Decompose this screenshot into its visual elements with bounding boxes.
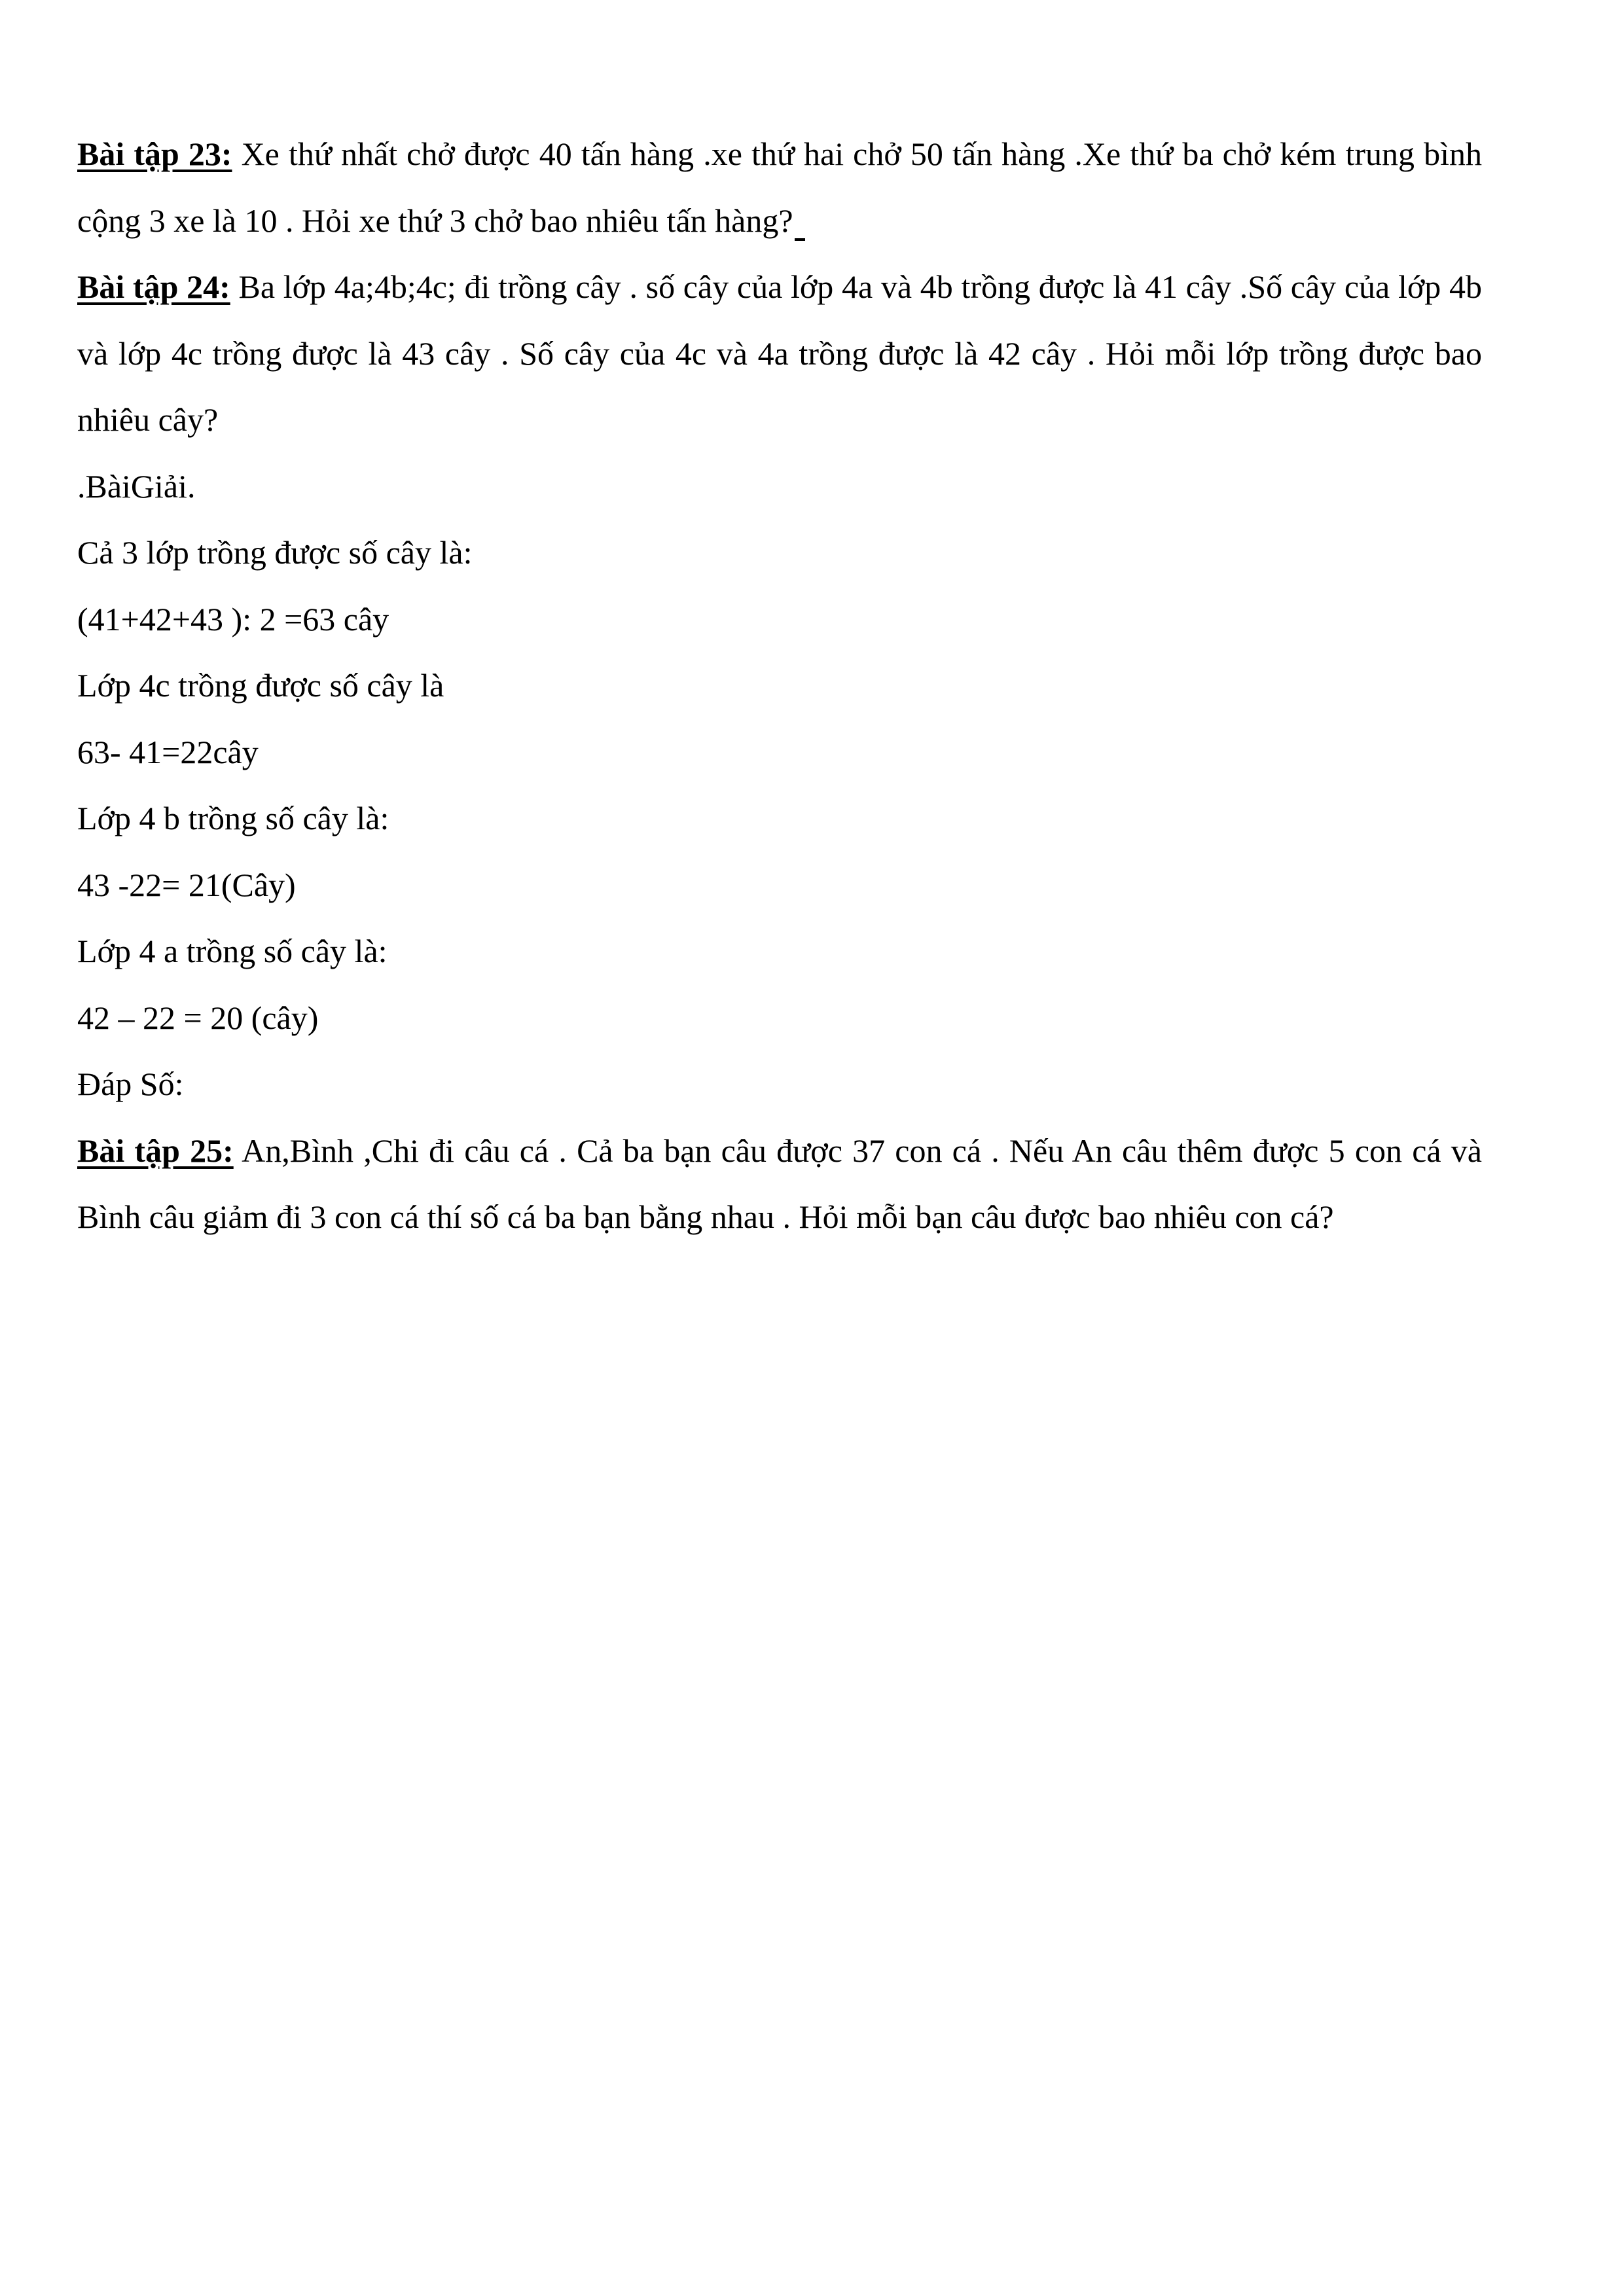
- solution-line-2: (41+42+43 ): 2 =63 cây: [77, 600, 389, 637]
- exercise-24: [77, 254, 1482, 454]
- document-content: [77, 121, 1482, 1251]
- solution-line-8: 42 – 22 = 20 (cây): [77, 999, 319, 1036]
- exercise-24-label: Bài tập 24:: [77, 268, 230, 305]
- exercise-25: [77, 1118, 1482, 1251]
- solution-answer-label: Đáp Số:: [77, 1066, 184, 1102]
- trailing-underscore-mark: [795, 238, 805, 241]
- solution-line-7: Lớp 4 a trồng số cây là:: [77, 933, 388, 969]
- exercise-23-text: Xe thứ nhất chở được 40 tấn hàng .xe thứ hai chở 50 tấn hàng .Xe thứ ba chở kém trung bình cộng 3 xe là 10 . Hỏi xe thứ 3 chở bao nhiêu tấn hàng?: [77, 135, 1482, 239]
- solution-line-1: Cả 3 lớp trồng được số cây là:: [77, 534, 473, 571]
- solution-line-5: Lớp 4 b trồng số cây là:: [77, 800, 389, 836]
- exercise-25-text: An,Bình ,Chi đi câu cá . Cả ba bạn câu được 37 con cá . Nếu An câu thêm được 5 con cá và Bình câu giảm đi 3 con cá thí số cá ba bạn bằng nhau . Hỏi mỗi bạn câu được bao nhiêu con cá?: [77, 1132, 1482, 1235]
- solution-line-3: Lớp 4c trồng được số cây là: [77, 667, 444, 704]
- solution-line-6: 43 -22= 21(Cây): [77, 866, 296, 903]
- exercise-24-text: Ba lớp 4a;4b;4c; đi trồng cây . số cây của lớp 4a và 4b trồng được là 41 cây .Số cây của lớp 4b và lớp 4c trồng được là 43 cây . Số cây của 4c và 4a trồng được là 42 cây . Hỏi mỗi lớp trồng được bao nhiêu cây?: [77, 268, 1482, 438]
- solution-block: [77, 454, 1482, 1118]
- exercise-25-label: Bài tập 25:: [77, 1132, 234, 1169]
- exercise-23: [77, 121, 1482, 254]
- exercise-23-label: Bài tập 23:: [77, 135, 232, 172]
- solution-heading: .BàiGiải.: [77, 467, 196, 505]
- solution-line-4: 63- 41=22cây: [77, 733, 259, 770]
